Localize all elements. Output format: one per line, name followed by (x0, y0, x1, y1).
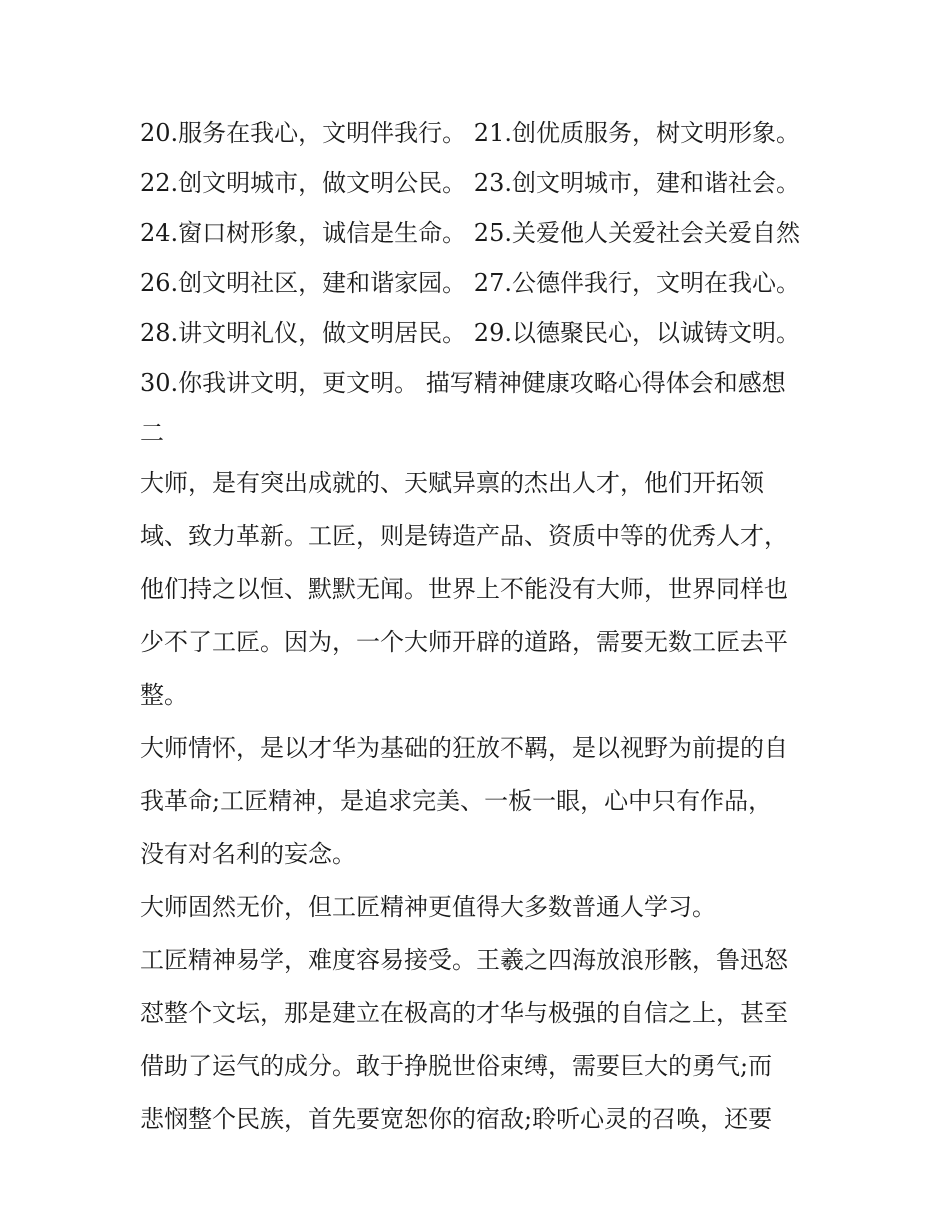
document-body (140, 108, 820, 1147)
text-line: 28.讲文明礼仪，做文明居民。 29.以德聚民心，以诚铸文明。 (140, 319, 800, 347)
text-line: 怼整个文坛，那是建立在极高的才华与极强的自信之上，甚至 (140, 999, 788, 1027)
text-line: 二 (140, 419, 164, 447)
text-line: 整。 (140, 681, 188, 709)
text-line: 30.你我讲文明，更文明。 描写精神健康攻略心得体会和感想 (140, 369, 786, 397)
text-line: 22.创文明城市，做文明公民。 23.创文明城市，建和谐社会。 (140, 169, 800, 197)
text-line: 借助了运气的成分。敢于挣脱世俗束缚，需要巨大的勇气;而 (140, 1052, 773, 1080)
text-line: 他们持之以恒、默默无闻。世界上不能没有大师，世界同样也 (140, 575, 788, 603)
text-line: 没有对名利的妄念。 (140, 840, 356, 868)
text-line: 大师，是有突出成就的、天赋异禀的杰出人才，他们开拓领 (140, 469, 764, 497)
text-line: 我革命;工匠精神，是追求完美、一板一眼，心中只有作品， (140, 787, 773, 815)
text-line: 26.创文明社区，建和谐家园。 27.公德伴我行，文明在我心。 (140, 269, 800, 297)
text-line: 域、致力革新。工匠，则是铸造产品、资质中等的优秀人才， (140, 522, 788, 550)
text-line: 大师固然无价，但工匠精神更值得大多数普通人学习。 (140, 893, 716, 921)
text-line: 24.窗口树形象，诚信是生命。 25.关爱他人关爱社会关爱自然 (140, 219, 800, 247)
text-line: 少不了工匠。因为，一个大师开辟的道路，需要无数工匠去平 (140, 628, 788, 656)
text-line: 工匠精神易学，难度容易接受。王羲之四海放浪形骸，鲁迅怒 (140, 946, 788, 974)
text-line: 悲悯整个民族，首先要宽恕你的宿敌;聆听心灵的召唤，还要 (140, 1105, 773, 1133)
text-line: 大师情怀，是以才华为基础的狂放不羁，是以视野为前提的自 (140, 734, 788, 762)
text-line: 20.服务在我心，文明伴我行。 21.创优质服务，树文明形象。 (140, 119, 800, 147)
